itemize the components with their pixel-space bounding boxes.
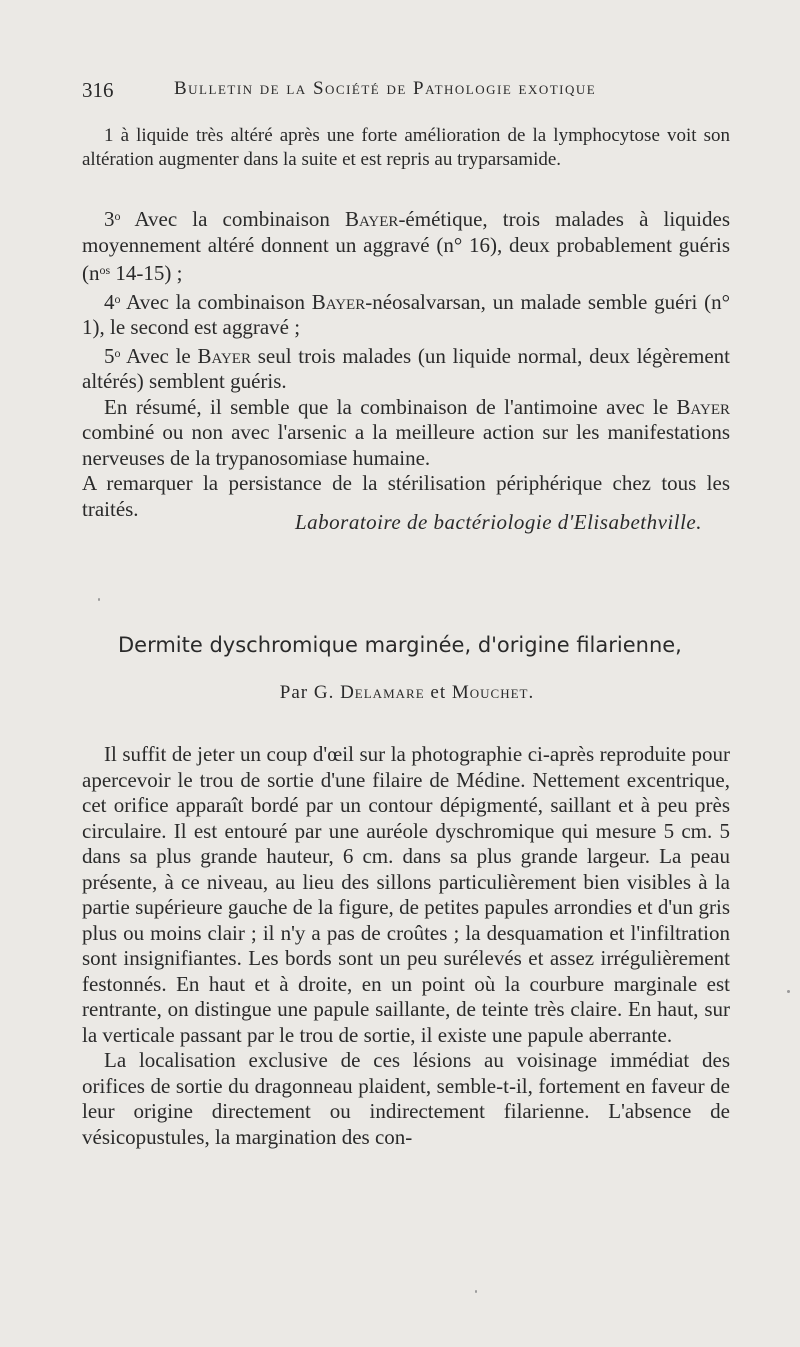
summary-text: En résumé, il semble que la combinaison de l'antimoine avec le	[104, 394, 677, 419]
drug-name: Bayer	[344, 207, 399, 231]
paper-speck	[98, 598, 100, 601]
summary-text: combiné ou non avec l'arsenic a la meilleure action sur les manifestations nerveuses de la trypanosomiase humaine.	[82, 420, 730, 470]
body-paragraph: Il suffit de jeter un coup d'œil sur la photographie ci-après reproduite pour apercevoir le trou de sortie d'une filaire de Médine. Nettement excentrique, cet orifice apparaît bordé par un contour dépigmenté, saillant et à peu près circulaire. Il est entouré par une auréole dyschromique qui mesure 5 cm. 5 dans sa plus grande hauteur, 6 cm. dans sa plus grande largeur. La peau présente, à ce niveau, au lieu des sillons particulièrement bien visibles à la partie supérieure gauche de la figure, de petites papules arrondies et d'un gris plus ou moins clair ; il n'y a pas de croûtes ; la desquamation et l'infiltration sont insignifiantes. Les bords sont un peu surélevés et assez irrégulièrement festonnés. En haut et à droite, en un point où la courbure marginale est rentrante, on distingue une papule saillante, de teinte très claire. En haut, sur la verticale passant par le trou de sortie, il existe une papule aberrante.	[82, 742, 730, 1047]
author-name: Delamare	[340, 682, 425, 703]
result-text: seul trois malades (un liquide normal, deux légèrement altérés) semblent guéris.	[82, 343, 731, 393]
result-item: 3$^o$ Avec la combinaison Bayer-émétique, trois malades à liquides moyennement altéré donnent un aggravé (n° 16), deux probablement guéris ($n^{os}$ 14-15) ;	[82, 207, 730, 285]
result-item: 4$^o$ Avec la combinaison Bayer-néosalvarsan, un malade semble guéri (n° 1), le second est aggravé ;	[82, 289, 730, 339]
page-number: 316	[82, 78, 114, 102]
author-name: Mouchet	[451, 682, 529, 703]
result-number: 4	[104, 289, 115, 314]
drug-name: Bayer	[311, 289, 366, 314]
paper-speck	[475, 1290, 477, 1293]
article-title: Dermite dyschromique marginée, d'origine filarienne,	[118, 633, 682, 657]
results-section	[82, 204, 730, 522]
drug-name: Bayer	[197, 343, 251, 368]
page-header	[82, 78, 732, 108]
body-paragraph: La localisation exclusive de ces lésions au voisinage immédiat des orifices de sortie du dragonneau plaident, semble-t-il, fortement en faveur de leur origine directement ou indirectement filarienne. L'absence de vésicopustules, la margination des con-	[82, 1048, 730, 1149]
result-text: Avec la combinaison	[126, 289, 312, 314]
intro-paragraph	[82, 124, 730, 171]
laboratory-signoff: Laboratoire de bactériologie d'Elisabethville.	[295, 510, 702, 534]
paper-speck	[787, 990, 790, 993]
result-number: 5	[104, 343, 115, 368]
result-text: Avec la combinaison	[134, 207, 345, 231]
article-body	[82, 742, 730, 1150]
article-byline	[82, 682, 732, 704]
result-text: -néosalvarsan, un malade semble guéri (n° 1), le second est aggravé ;	[82, 289, 730, 339]
superscript: os	[99, 263, 111, 277]
byline-text: et	[424, 682, 452, 703]
running-title: Bulletin de la Société de Pathologie exotique	[174, 78, 597, 99]
result-text: 14-15) ;	[110, 261, 183, 285]
summary-note: A remarquer la persistance de la stérilisation périphérique chez tous les traités.	[82, 471, 730, 521]
result-text: -émétique, trois malades à liquides moyennement altéré donnent un aggravé (n° 16), deux probablement guéris (n	[82, 207, 730, 285]
summary-paragraph	[82, 395, 730, 472]
byline-text: Par G.	[279, 682, 341, 703]
result-item: 5$^o$ Avec le Bayer seul trois malades (un liquide normal, deux légèrement altérés) semblent guéris.	[82, 343, 731, 393]
drug-name: Bayer	[676, 394, 730, 419]
intro-text: 1 à liquide très altéré après une forte amélioration de la lymphocytose voit son altération augmenter dans la suite et est repris au tryparsamide.	[82, 125, 730, 170]
result-number: 3	[104, 207, 115, 231]
byline-text: .	[528, 682, 535, 703]
result-text: Avec le	[126, 343, 198, 368]
